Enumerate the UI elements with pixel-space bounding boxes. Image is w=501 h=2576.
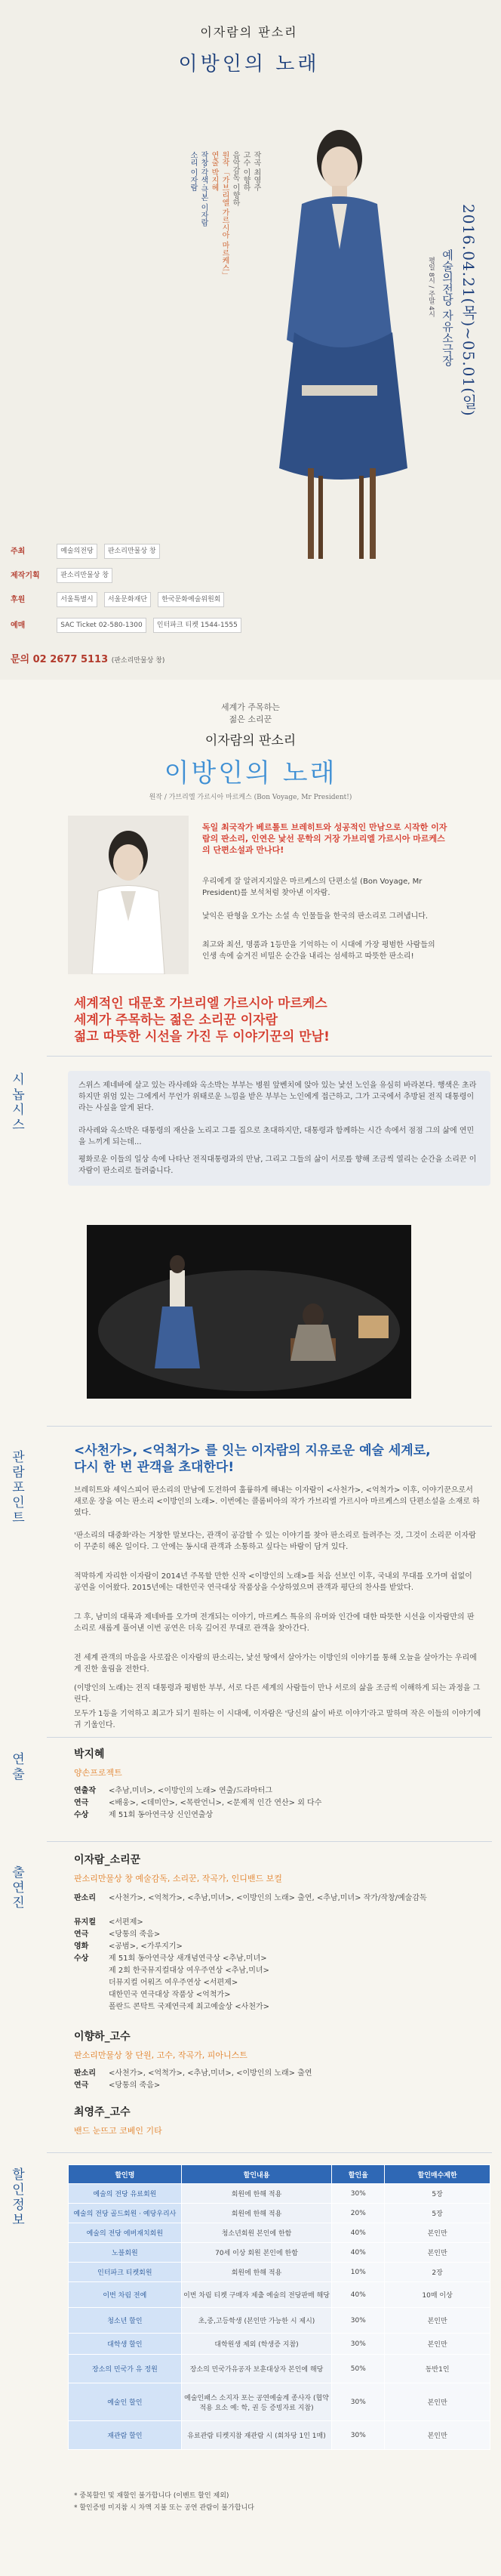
- director-row: [74, 1797, 481, 1809]
- cell-limit: 5장: [385, 2204, 490, 2223]
- cell-content: 회원에 한해 적용: [181, 2263, 332, 2282]
- intro-red-3: 젊고 따뜻한 시선을 가진 두 이야기꾼의 만남!: [74, 1029, 330, 1044]
- cell-name: 이번 차림 전예: [69, 2282, 182, 2308]
- cell-name: 장소의 민국가 유 정원: [69, 2355, 182, 2383]
- cell-limit: 본인만: [385, 2334, 490, 2355]
- poster-venue: 예술의전당 자유소극장: [441, 249, 454, 366]
- table-row: [69, 2421, 490, 2450]
- points-para-4: 그 후, 남미의 대륙과 제네바를 오가며 전개되는 이야기, 마르케스 특유의 유머와 인간에 대한 따뜻한 시선을 이자람만의 판소리로 새롭게 풀어낸 이번 공연은 더욱 깊어진 무대로 관객을 찾아간다.: [74, 1613, 475, 1633]
- cell-limit: 본인만: [385, 2383, 490, 2421]
- credit-row-sponsor: [11, 592, 229, 607]
- phone-number: 문의 02 2677 5113: [11, 654, 109, 665]
- kv-key: 뮤지컬: [74, 1918, 96, 1927]
- cast-row: [74, 2001, 481, 2013]
- cell-limit: 2장: [385, 2263, 490, 2282]
- cell-rate: 10%: [332, 2263, 385, 2282]
- director-role: 양손프로젝트: [74, 1768, 122, 1778]
- director-name: 박지혜: [74, 1748, 105, 1760]
- cell-content: 대학원생 제외 (학생증 지참): [181, 2334, 332, 2355]
- synopsis-para-3: 평화로운 이들의 일상 속에 나타난 전직대통령과의 만남, 그리고 그들의 삶이 서로를 향해 조금씩 열리는 순간을 소리꾼 이자람이 판소리로 들려줍니다.: [78, 1155, 477, 1175]
- kv-value: <배웅>, <데미안>, <목란언니>, <문제적 인간 연산> 외 다수: [109, 1799, 322, 1807]
- divider: [47, 1056, 492, 1057]
- cell-content: 이번 차림 티켓 구매자 제출 예술의 전당판매 해당: [181, 2282, 332, 2308]
- table-row: [69, 2204, 490, 2223]
- poster-title: 이방인의 노래: [178, 53, 320, 76]
- cell-rate: 50%: [332, 2355, 385, 2383]
- kv-key: 수상: [74, 1811, 89, 1819]
- poster-credit-cast: 소리 이자람: [189, 151, 197, 192]
- credit-label: 예매: [11, 622, 26, 630]
- cell-rate: 30%: [332, 2308, 385, 2334]
- poster: [0, 0, 501, 680]
- cast-role: 판소리만물상 창 예술감독, 소리꾼, 작곡가, 인디밴드 보컬: [74, 1874, 282, 1883]
- cell-content: 회원에 한해 적용: [181, 2204, 332, 2223]
- intro-lead: 독일 최국작가 베르톨트 브레히트와 성공적인 만남으로 시작한 이자람의 판소리, 인연은 낯선 문학의 거장 가브리엘 가르시아 마르케스의 단편소설과 만나다!: [202, 822, 447, 855]
- logo-chang: 판소리만물상 창: [57, 568, 112, 583]
- intro-title: 이방인의 노래: [164, 758, 337, 788]
- drummer-name: 이향하_고수: [74, 2031, 131, 2043]
- section-label-cast: 출연진: [9, 1865, 24, 1911]
- cell-limit: 본인만: [385, 2421, 490, 2450]
- cell-content: 회원에 한해 적용: [181, 2184, 332, 2204]
- kv-value: <서편제>: [109, 1918, 143, 1927]
- cell-content: 장소의 민국가유공자 보훈대상자 본인에 해당: [181, 2355, 332, 2383]
- performer-photo: [249, 113, 438, 566]
- cell-rate: 30%: [332, 2184, 385, 2204]
- kv-value: 제 2회 한국뮤지컬대상 여우주연상 <추남,미녀>: [109, 1967, 269, 1975]
- table-row: [69, 2223, 490, 2243]
- drummer-row: [74, 2068, 481, 2079]
- kv-key: 연출작: [74, 1787, 96, 1795]
- column-header: 할인명: [69, 2165, 182, 2184]
- kv-value: 더뮤지컬 어워즈 여우주연상 <서편제>: [109, 1979, 238, 1987]
- discount-table: [68, 2164, 490, 2450]
- cell-limit: 본인만: [385, 2243, 490, 2263]
- credit-label: 주최: [11, 548, 26, 556]
- logo-interpark[interactable]: 인터파크 티켓 1544-1555: [153, 618, 241, 633]
- credit-row-production: [11, 568, 117, 583]
- table-header-row: [69, 2165, 490, 2184]
- cast-row: [74, 1929, 481, 1940]
- cell-name: 재관람 할인: [69, 2421, 182, 2450]
- cell-rate: 40%: [332, 2282, 385, 2308]
- cell-rate: 30%: [332, 2383, 385, 2421]
- poster-credit-composer: 작곡 최영주: [252, 151, 260, 192]
- table-row: [69, 2282, 490, 2308]
- tagline-1: 세계가 주목하는: [221, 702, 280, 712]
- cell-limit: 5장: [385, 2184, 490, 2204]
- table-row: [69, 2355, 490, 2383]
- intro-para-2: 낯익은 판형을 오가는 소설 속 인물들을 한국의 판소리로 그려냅니다.: [202, 912, 429, 921]
- divider: [47, 1737, 492, 1738]
- cell-limit: 10매 이상: [385, 2282, 490, 2308]
- table-row: [69, 2263, 490, 2282]
- cell-content: 70세 이상 회원 본인에 한함: [181, 2243, 332, 2263]
- kv-key: 연극: [74, 1930, 89, 1939]
- drummer-role: 판소리만물상 창 단원, 고수, 작곡가, 피아니스트: [74, 2050, 247, 2060]
- points-head-1: <사천가>, <억척가> 를 잇는 이자람의 지유로운 예술 세계로,: [74, 1443, 431, 1458]
- kv-value: <당통의 죽음>: [109, 2081, 161, 2090]
- logo-sac-ticket[interactable]: SAC Ticket 02-580-1300: [57, 618, 146, 633]
- section-label-director: 연출: [9, 1752, 24, 1782]
- kv-value: 제 51회 동아연극상 새개념연극상 <추남,미녀>: [109, 1954, 267, 1963]
- cell-name: 대학생 할인: [69, 2334, 182, 2355]
- kv-value: <공범>, <가루지기>: [109, 1942, 183, 1951]
- kv-value: <사천가>, <억척가>, <추남,미녀>, <이방인의 노래> 출연: [109, 2069, 312, 2078]
- cell-limit: 본인만: [385, 2308, 490, 2334]
- cast-name: 이자람_소리꾼: [74, 1854, 141, 1866]
- discount-note-2: * 할인증빙 미지참 시 차액 지불 또는 공연 관람이 불가합니다: [74, 2504, 254, 2512]
- cell-rate: 40%: [332, 2243, 385, 2263]
- table-row: [69, 2308, 490, 2334]
- credit-row-ticket: [11, 618, 246, 633]
- table-row: [69, 2383, 490, 2421]
- cell-content: 청소년회원 본인에 한함: [181, 2223, 332, 2243]
- cell-content: 예술인패스 소지자 포는 공연예술계 종사자 (협약 적용 요소 예: 학, 권 등 증빙자료 지참): [181, 2383, 332, 2421]
- page-footer: [0, 2530, 501, 2576]
- kv-key: 판소리: [74, 2069, 96, 2078]
- cell-name: 청소년 할인: [69, 2308, 182, 2334]
- synopsis-para-2: 라사레와 옥소박은 대통령의 재산을 노리고 그를 집으로 초대하지만, 대통령과 함께하는 시간 속에서 점점 그의 삶에 연민을 느끼게 되는데...: [78, 1127, 475, 1146]
- section-label-points: 관람포인트: [9, 1450, 24, 1526]
- intro-para-1: 우리에게 잘 알려지지않은 마르케스의 단편소설 (Bon Voyage, Mr President)를 보석처럼 찾아낸 이자람.: [202, 878, 423, 897]
- cast-row: [74, 1977, 481, 1988]
- kv-value: <사천가>, <억척가>, <추남,미녀>, <이방인의 노래> 출연, <추남,미녀> 작가/작창/예술감독: [109, 1894, 427, 1902]
- stage-photo: [87, 1225, 411, 1399]
- poster-credit-original: 원작 「가브리엘 가르시아 마르케스」: [220, 151, 229, 279]
- section-label-synopsis: 시놉시스: [9, 1072, 24, 1133]
- column-header: 할인매수제한: [385, 2165, 490, 2184]
- divider: [47, 1426, 492, 1427]
- kv-value: 폴란드 콘탁트 국제연극제 최고예술상 <사천가>: [109, 2003, 270, 2011]
- portrait-photo: [68, 816, 189, 974]
- poster-time: 평일 8시 / 주말 4시: [427, 257, 435, 317]
- poster-credit-director: 연출 박지혜: [210, 151, 218, 192]
- cell-name: 예술의 전당 에버재치회원: [69, 2223, 182, 2243]
- intro-red-2: 세계가 주목하는 젊은 소리꾼 이자람: [74, 1013, 278, 1028]
- cell-rate: 20%: [332, 2204, 385, 2223]
- poster-credit-music: 음악감독 이향하: [231, 151, 239, 207]
- synopsis-para-1: 스위스 제네바에 살고 있는 라사레와 옥소박는 부부는 병원 앞벤치에 앉아 있는 낯선 노인을 유심히 바라본다. 행색은 초라하지만 위엄 있는 그에게서 무언가 위태로운 느낌을 받은 부부는 노인에게 접근하고, 그가 고국에서 추방된 전직 대통령이라는 사실을 알게 된다.: [78, 1081, 477, 1112]
- cast-row: [74, 1965, 481, 1976]
- cell-limit: 본인만: [385, 2223, 490, 2243]
- tagline-2: 젊은 소리꾼: [229, 714, 272, 724]
- drummer-row: [74, 2080, 481, 2091]
- phone-note: (판소리만물상 창): [111, 657, 165, 665]
- intro-subtitle: 이자람의 판소리: [204, 733, 297, 748]
- kv-key: 영화: [74, 1942, 89, 1951]
- guitarist-name: 최영주_고수: [74, 2106, 131, 2118]
- intro-para-3: 최고와 최선, 명품과 1등만을 기억하는 이 시대에 가장 평범한 사람들의 인생 속에 숨겨진 비밀은 순간을 내리는 섬세하고 따뜻한 판소리!: [202, 941, 435, 961]
- cast-row: [74, 1953, 481, 1964]
- poster-subtitle: 이자람의 판소리: [200, 25, 298, 39]
- cell-limit: 동반1인: [385, 2355, 490, 2383]
- poster-credit-drum: 고수 이향하: [241, 151, 250, 192]
- divider: [47, 1841, 492, 1842]
- divider: [47, 2152, 492, 2153]
- cell-name: 노블회원: [69, 2243, 182, 2263]
- kv-value: <당통의 죽음>: [109, 1930, 161, 1939]
- intro-red-1: 세계적인 대문호 가브리엘 가르시아 마르케스: [74, 996, 327, 1011]
- kv-value: 제 51회 동아연극상 신인연출상: [109, 1811, 214, 1819]
- cell-name: 예술의 전당 골드회원 · 예당우리사: [69, 2204, 182, 2223]
- cell-rate: 40%: [332, 2223, 385, 2243]
- table-row: [69, 2243, 490, 2263]
- cast-row: [74, 1893, 481, 1904]
- intro-original-note: 원작 / 가브리엘 가르시아 마르케스 (Bon Voyage, Mr President!): [149, 794, 352, 801]
- kv-key: 연극: [74, 2081, 89, 2090]
- cast-row: [74, 1941, 481, 1952]
- column-header: 할인내용: [181, 2165, 332, 2184]
- kv-key: 수상: [74, 1954, 89, 1963]
- cell-rate: 30%: [332, 2334, 385, 2355]
- guitarist-role: 밴드 눈뜨고 코베인 기타: [74, 2126, 162, 2136]
- director-row: [74, 1809, 481, 1821]
- poster-date: 2016.04.21(목)~05.01(일): [460, 204, 478, 417]
- points-para-5: 전 세계 관객의 마음을 사로잡은 이자람의 판소리는, 낯선 땅에서 살아가는 이방인의 이야기를 통해 오늘을 살아가는 우리에게 진한 울림을 전한다.: [74, 1654, 477, 1674]
- inquiry-phone: [11, 651, 164, 665]
- cell-content: 유료관람 티켓지참 재관람 시 (회차당 1인 1매): [181, 2421, 332, 2450]
- credit-label: 후원: [11, 596, 26, 604]
- kv-key: 판소리: [74, 1894, 96, 1902]
- points-para-2: '판소리의 대중화'라는 거창한 말보다는, 관객이 공감할 수 있는 이야기를 찾아 판소리로 들려주는 것, 그것이 소리꾼 이자람이 꾸준히 해온 일이다. 그 안에는 동시대 관객과 소통하고 싶다는 바람이 담겨 있다.: [74, 1532, 476, 1551]
- cast-row: [74, 1917, 481, 1928]
- director-row: [74, 1785, 481, 1797]
- logo-seoul: 서울특별시: [57, 592, 97, 607]
- credit-label: 제작기획: [11, 572, 40, 580]
- logo-arko: 한국문화예술위원회: [158, 592, 224, 607]
- kv-value: 대한민국 연극대상 작품상 <억척가>: [109, 1991, 231, 1999]
- kv-key: 연극: [74, 1799, 89, 1807]
- kv-value: <추남,미녀>, <이방인의 노래> 연출/드라마터그: [109, 1787, 272, 1795]
- table-row: [69, 2334, 490, 2355]
- cell-content: 초,중,고등학생 (본인만 가능한 시 제시): [181, 2308, 332, 2334]
- discount-note-1: * 중복할인 및 재할인 불가합니다 (이벤트 할인 제외): [74, 2492, 229, 2500]
- column-header: 할인율: [332, 2165, 385, 2184]
- logo-sfac: 서울문화재단: [104, 592, 151, 607]
- cell-name: 인터파크 티켓회원: [69, 2263, 182, 2282]
- points-para-6: (이방인의 노래)는 전직 대통령과 평범한 부부, 서로 다른 세계의 사람들이 만나 서로의 삶을 조금씩 이해하게 되는 과정을 그린다.: [74, 1684, 481, 1704]
- cell-name: 예술의 전당 유료회원: [69, 2184, 182, 2204]
- poster-credit-writer: 작창·각색·극본 이자람: [199, 151, 207, 227]
- table-row: [69, 2184, 490, 2204]
- points-head-2: 다시 한 번 관객을 초대한다!: [74, 1460, 235, 1475]
- cell-name: 예술인 할인: [69, 2383, 182, 2421]
- credit-row-host: [11, 544, 164, 559]
- logo-chang: 판소리만물상 창: [104, 544, 160, 559]
- cell-rate: 30%: [332, 2421, 385, 2450]
- section-label-discount: 할인정보: [9, 2167, 24, 2228]
- points-para-1: 브레히트와 셰익스피어 판소리의 만남에 도전하여 훌륭하게 해내는 이자람이 <사천가>, <억척가> 이후, 이야기꾼으로서 새로운 장을 여는 판소리 <이방인의 노래>. 이번에는 콜롬비아의 작가 가브리엘 가르시아 마르케스의 단편소설을 소재로 하였다.: [74, 1486, 480, 1517]
- logo-sac: 예술의전당: [57, 544, 97, 559]
- cast-row: [74, 1989, 481, 2001]
- points-para-3: 적막하게 자리한 이자람이 2014년 주목할 만한 신작 <이방인의 노래>를 처음 선보인 이후, 국내외 무대를 오가며 쉼없이 공연을 이어왔다. 2015년에는 대한민국 연극대상 작품상을 수상하였으며 관객과 평단의 찬사를 받았다.: [74, 1572, 472, 1592]
- points-para-7: 모두가 1등을 기억하고 최고가 되기 원하는 이 시대에, 이자람은 '당신의 삶이 바로 이야기'라고 말하며 작은 이들의 이야기에 귀 기울인다.: [74, 1710, 481, 1729]
